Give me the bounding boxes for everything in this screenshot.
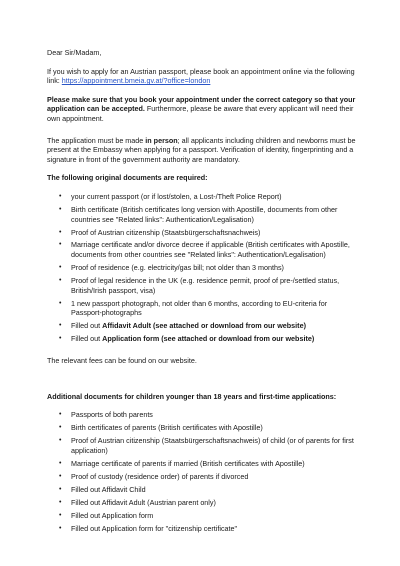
- bullet-icon: •: [59, 335, 62, 343]
- bullet-icon: •: [59, 459, 62, 467]
- list-item: • Filled out Affidavit Adult (Austrian parent only): [59, 497, 216, 507]
- intro-paragraph: [47, 67, 356, 86]
- bullet-icon: •: [59, 241, 62, 249]
- list-item: • Proof of residence (e.g. electricity/gas bill; not older than 3 months): [59, 263, 284, 273]
- fees-text: The relevant fees can be found on our website.: [47, 356, 197, 366]
- list-item-application-form: • Filled out Application form (see attached or download from our website): [59, 334, 315, 344]
- children-documents-list: [47, 410, 356, 533]
- bullet-icon: •: [59, 228, 62, 236]
- list-item-affidavit: • Filled out Affidavit Adult (see attached or download from our website): [59, 321, 306, 331]
- documents-heading: The following original documents are required:: [47, 173, 208, 183]
- bullet-icon: •: [59, 277, 62, 285]
- bullet-icon: •: [59, 424, 62, 432]
- bullet-icon: •: [59, 437, 62, 445]
- in-person-paragraph: [47, 136, 356, 165]
- appointment-link[interactable]: https://appointment.bmeia.gv.at/?office=london: [61, 76, 211, 86]
- presence-text-b: ; all applicants including children and newborns must be present at the Embassy when applying for a passport. Verification of identity, fingerprinting and a signature in front of the government authority are mandatory.: [47, 135, 356, 164]
- salutation: Dear Sir/Madam,: [47, 48, 102, 57]
- list-item: • Marriage certificate of parents if married (British certificates with Apostille): [59, 458, 305, 468]
- list-item: • Birth certificates of parents (British certificates with Apostille): [59, 423, 263, 433]
- bullet-icon: •: [59, 205, 62, 213]
- bullet-icon: •: [59, 411, 62, 419]
- list-item: • Proof of legal residence in the UK (e.g. residence permit, proof of pre-/settled status, British/Irish passport, visa): [59, 276, 340, 295]
- list-item: • Proof of custody (residence order) of parents if divorced: [59, 471, 249, 481]
- warning-text: Furthermore, please be aware that every applicant will need their own appointment.: [47, 104, 354, 123]
- bullet-icon: •: [59, 264, 62, 272]
- list-item: • Filled out Application form for "citizenship certificate": [59, 523, 238, 533]
- list-item: • Proof of Austrian citizenship (Staatsbürgerschaftsnachweis): [59, 227, 261, 237]
- list-item: • Filled out Affidavit Child: [59, 484, 146, 494]
- bullet-icon: •: [59, 498, 62, 506]
- bullet-icon: •: [59, 322, 62, 330]
- list-item: • Birth certificate (British certificates long version with Apostille, documents from other countries see "Related links": Authentication/Legalisation): [59, 204, 338, 224]
- presence-text-a: The application must be made: [47, 135, 146, 145]
- list-item: • Filled out Application form: [59, 510, 154, 520]
- bullet-icon: •: [59, 524, 62, 532]
- list-item: • Proof of Austrian citizenship (Staatsbürgerschaftsnachweis) of child (or of parents for first application): [59, 436, 354, 455]
- children-heading: Additional documents for children younger than 18 years and first-time applications:: [47, 391, 337, 401]
- warning-paragraph: [47, 95, 356, 124]
- bullet-icon: •: [59, 485, 62, 493]
- bullet-icon: •: [59, 192, 62, 200]
- list-item: • your current passport (or if lost/stolen, a Lost-/Theft Police Report): [59, 191, 282, 201]
- warning-bold-text: Please make sure that you book your appointment under the correct category so that your application can be accepted.: [47, 94, 356, 114]
- intro-text: If you wish to apply for an Austrian passport, please book an appointment online via the following link:: [47, 66, 355, 86]
- required-documents-list: [47, 192, 356, 344]
- bullet-icon: •: [59, 511, 62, 519]
- bullet-icon: •: [59, 472, 62, 480]
- list-item: • Passports of both parents: [59, 410, 153, 420]
- list-item: • Marriage certificate and/or divorce decree if applicable (British certificates with Apostille, documents from other countries see "Related links": Authentication/Legalisation): [59, 240, 350, 260]
- bullet-icon: •: [59, 299, 62, 307]
- in-person-bold: in person: [145, 135, 178, 145]
- list-item: • 1 new passport photograph, not older than 6 months, according to EU-criteria for Passport-photographs: [59, 298, 328, 318]
